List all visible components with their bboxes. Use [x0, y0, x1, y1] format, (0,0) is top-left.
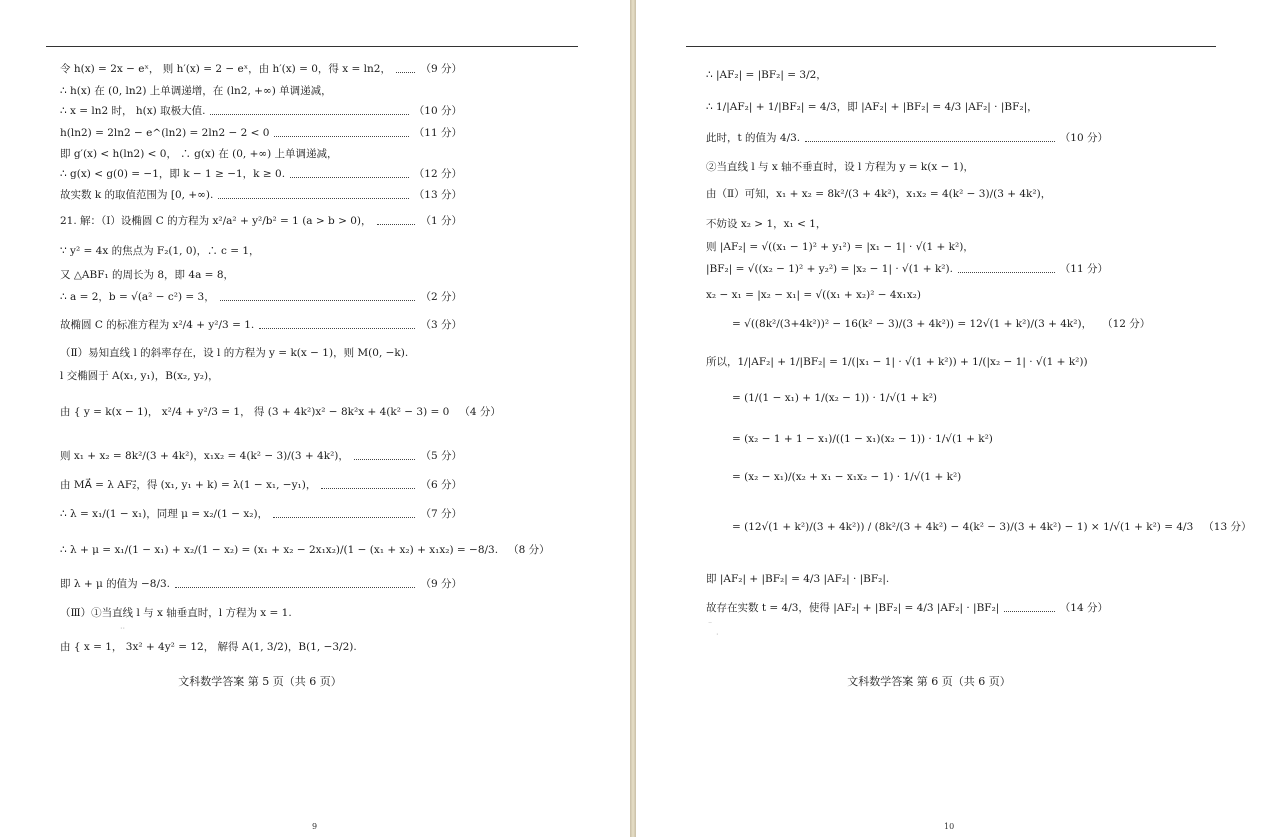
- line-text: ∴ |AF₂| = |BF₂| = 3/2，: [706, 69, 827, 81]
- answer-line: [706, 187, 1108, 201]
- leader-dots: [175, 587, 415, 588]
- score-label: （12 分）: [1102, 318, 1151, 330]
- line-text: 由 { x = 1， 3x² + 4y² = 12， 解得 A(1, 3/2)，B(1, −3/2).: [60, 641, 357, 653]
- score-label: （8 分）: [508, 544, 550, 556]
- line-text: 由 MA⃗ = λ AF₂⃗，得 (x₁, y₁ + k) = λ(1 − x₁, −y₁)，: [60, 479, 317, 491]
- answer-line: [60, 507, 462, 521]
- answer-line: [706, 160, 1108, 174]
- line-text: 则 x₁ + x₂ = 8k²/(3 + 4k²)，x₁x₂ = 4(k² − 3)/(3 + 4k²)，: [60, 450, 349, 462]
- line-text: 由（Ⅱ）可知，x₁ + x₂ = 8k²/(3 + 4k²)，x₁x₂ = 4(k² − 3)/(3 + 4k²)，: [706, 188, 1052, 200]
- line-text: = (x₂ − x₁)/(x₂ + x₁ − x₁x₂ − 1) · 1/√(1 + k²): [732, 471, 962, 483]
- answer-line: [706, 317, 1151, 331]
- answer-line: [706, 262, 1108, 276]
- leader-dots: [321, 488, 415, 489]
- line-text: x₂ − x₁ = |x₂ − x₁| = √((x₁ + x₂)² − 4x₁x₂): [706, 289, 921, 301]
- page-number: 10: [944, 822, 955, 831]
- score-label: （13 分）: [413, 189, 462, 201]
- line-text: |BF₂| = √((x₂ − 1)² + y₂²) = |x₂ − 1| · √(1 + k²).: [706, 263, 953, 275]
- line-text: 故实数 k 的取值范围为 [0, +∞).: [60, 189, 214, 201]
- leader-dots: [210, 114, 408, 115]
- answer-line: [60, 640, 462, 654]
- answer-line: [706, 240, 1108, 254]
- line-text: = √((8k²/(3+4k²))² − 16(k² − 3)/(3 + 4k²)) = 12√(1 + k²)/(3 + 4k²)，: [732, 318, 1093, 330]
- leader-dots: [958, 272, 1055, 273]
- score-label: （13 分）: [1203, 521, 1252, 533]
- answer-line: [60, 126, 462, 140]
- line-text: 此时，t 的值为 4/3.: [706, 132, 801, 144]
- line-text: l 交椭圆于 A(x₁, y₁)，B(x₂, y₂)，: [60, 370, 219, 382]
- score-label: （10 分）: [1059, 132, 1108, 144]
- score-label: （4 分）: [459, 406, 501, 418]
- line-text: （Ⅲ）①当直线 l 与 x 轴垂直时，l 方程为 x = 1.: [60, 607, 292, 619]
- page-footer: 文科数学答案 第 6 页（共 6 页）: [847, 675, 1011, 688]
- line-text: ②当直线 l 与 x 轴不垂直时，设 l 方程为 y = k(x − 1)，: [706, 161, 975, 173]
- line-text: 不妨设 x₂ > 1，x₁ < 1，: [706, 218, 827, 230]
- score-label: （6 分）: [420, 479, 462, 491]
- line-text: （Ⅱ）易知直线 l 的斜率存在，设 l 的方程为 y = k(x − 1)，则 M(0, −k).: [60, 347, 409, 359]
- answer-line: [706, 520, 1252, 534]
- answer-line: [60, 318, 462, 332]
- answer-line: [706, 355, 1108, 369]
- leader-dots: [805, 141, 1055, 142]
- answer-line: [60, 167, 462, 181]
- answer-line: [60, 369, 462, 383]
- page-footer: 文科数学答案 第 5 页（共 6 页）: [178, 675, 342, 688]
- line-text: ∴ h(x) 在 (0, ln2) 上单调递增，在 (ln2, +∞) 单调递减，: [60, 85, 332, 97]
- answer-line: [60, 405, 501, 419]
- leader-dots: [396, 72, 416, 73]
- answer-line: [60, 346, 462, 360]
- score-label: （7 分）: [420, 508, 462, 520]
- score-label: （14 分）: [1059, 602, 1108, 614]
- line-text: ∴ λ + μ = x₁/(1 − x₁) + x₂/(1 − x₂) = (x₁ + x₂ − 2x₁x₂)/(1 − (x₁ + x₂) + x₁x₂) = −8/3.: [60, 544, 499, 556]
- answer-line: [706, 68, 1108, 82]
- header-rule: [46, 46, 578, 47]
- line-text: = (x₂ − 1 + 1 − x₁)/((1 − x₁)(x₂ − 1)) · 1/√(1 + k²): [732, 433, 993, 445]
- answer-line: [706, 572, 1108, 586]
- line-text: 故椭圆 C 的标准方程为 x²/4 + y²/3 = 1.: [60, 319, 255, 331]
- answer-line: [706, 217, 1108, 231]
- line-text: = (12√(1 + k²)/(3 + 4k²)) / (8k²/(3 + 4k²) − 4(k² − 3)/(3 + 4k²) − 1) × 1/√(1 + k²) = 4/3: [732, 521, 1194, 533]
- line-text: ∴ a = 2，b = √(a² − c²) = 3，: [60, 291, 215, 303]
- document-page-right: [636, 0, 1262, 837]
- answer-line: [706, 391, 1108, 405]
- line-text: = (1/(1 − x₁) + 1/(x₂ − 1)) · 1/√(1 + k²): [732, 392, 938, 404]
- line-text: 所以，1/|AF₂| + 1/|BF₂| = 1/(|x₁ − 1| · √(1 + k²)) + 1/(|x₂ − 1| · √(1 + k²)): [706, 356, 1088, 368]
- answer-line: [60, 290, 462, 304]
- leader-dots: [377, 224, 416, 225]
- leader-dots: [220, 300, 416, 301]
- line-text: h(ln2) = 2ln2 − e^(ln2) = 2ln2 − 2 < 0: [60, 127, 270, 139]
- page-number: 9: [312, 822, 318, 831]
- score-label: （11 分）: [1059, 263, 1108, 275]
- line-text: 令 h(x) = 2x − eˣ， 则 h′(x) = 2 − eˣ，由 h′(x) = 0，得 x = ln2，: [60, 63, 391, 75]
- answer-line: [60, 147, 462, 161]
- answer-line: [60, 606, 462, 620]
- scan-speck: ‧‧: [120, 624, 126, 633]
- answer-line: [60, 104, 462, 118]
- answer-line: [706, 100, 1108, 114]
- line-text: 即 λ + μ 的值为 −8/3.: [60, 578, 170, 590]
- answer-line: [60, 214, 462, 228]
- line-text: 即 |AF₂| + |BF₂| = 4/3 |AF₂| · |BF₂|.: [706, 573, 890, 585]
- answer-line: [706, 601, 1108, 615]
- answer-line: [706, 470, 1108, 484]
- line-text: ∴ 1/|AF₂| + 1/|BF₂| = 4/3，即 |AF₂| + |BF₂| = 4/3 |AF₂| · |BF₂|，: [706, 101, 1038, 113]
- line-text: 故存在实数 t = 4/3，使得 |AF₂| + |BF₂| = 4/3 |AF₂| · |BF₂|: [706, 602, 1000, 614]
- scan-speck: ‧: [716, 630, 719, 639]
- score-label: （12 分）: [413, 168, 462, 180]
- line-text: 由 { y = k(x − 1)， x²/4 + y²/3 = 1， 得 (3 + 4k²)x² − 8k²x + 4(k² − 3) = 0: [60, 406, 450, 418]
- scan-speck: ⁻: [708, 620, 713, 629]
- leader-dots: [1004, 611, 1054, 612]
- answer-line: [60, 543, 550, 557]
- leader-dots: [290, 177, 409, 178]
- header-rule: [686, 46, 1216, 47]
- answer-line: [60, 577, 462, 591]
- answer-line: [60, 478, 462, 492]
- score-label: （9 分）: [420, 578, 462, 590]
- leader-dots: [354, 459, 416, 460]
- line-text: ∴ λ = x₁/(1 − x₁)，同理 μ = x₂/(1 − x₂)，: [60, 508, 269, 520]
- answer-line: [706, 432, 1108, 446]
- line-text: ∵ y² = 4x 的焦点为 F₂(1, 0)，∴ c = 1，: [60, 245, 260, 257]
- answer-line: [60, 188, 462, 202]
- score-label: （11 分）: [413, 127, 462, 139]
- score-label: （2 分）: [420, 291, 462, 303]
- score-label: （10 分）: [413, 105, 462, 117]
- document-page-left: [0, 0, 630, 837]
- score-label: （5 分）: [420, 450, 462, 462]
- line-text: 21. 解：（Ⅰ）设椭圆 C 的方程为 x²/a² + y²/b² = 1 (a > b > 0)，: [60, 215, 372, 227]
- leader-dots: [218, 198, 408, 199]
- answer-line: [706, 131, 1108, 145]
- answer-line: [60, 62, 462, 76]
- score-label: （1 分）: [420, 215, 462, 227]
- answer-line: [60, 268, 462, 282]
- score-label: （3 分）: [420, 319, 462, 331]
- answer-line: [60, 244, 462, 258]
- leader-dots: [273, 517, 415, 518]
- line-text: 即 g′(x) < h(ln2) < 0， ∴ g(x) 在 (0, +∞) 上单调递减，: [60, 148, 338, 160]
- line-text: 又 △ABF₁ 的周长为 8，即 4a = 8，: [60, 269, 234, 281]
- line-text: 则 |AF₂| = √((x₁ − 1)² + y₁²) = |x₁ − 1| · √(1 + k²)，: [706, 241, 974, 253]
- leader-dots: [274, 136, 408, 137]
- answer-line: [706, 288, 1108, 302]
- leader-dots: [259, 328, 415, 329]
- answer-line: [60, 84, 462, 98]
- line-text: ∴ g(x) < g(0) = −1，即 k − 1 ≥ −1，k ≥ 0.: [60, 168, 286, 180]
- score-label: （9 分）: [420, 63, 462, 75]
- answer-line: [60, 449, 462, 463]
- line-text: ∴ x = ln2 时， h(x) 取极大值.: [60, 105, 206, 117]
